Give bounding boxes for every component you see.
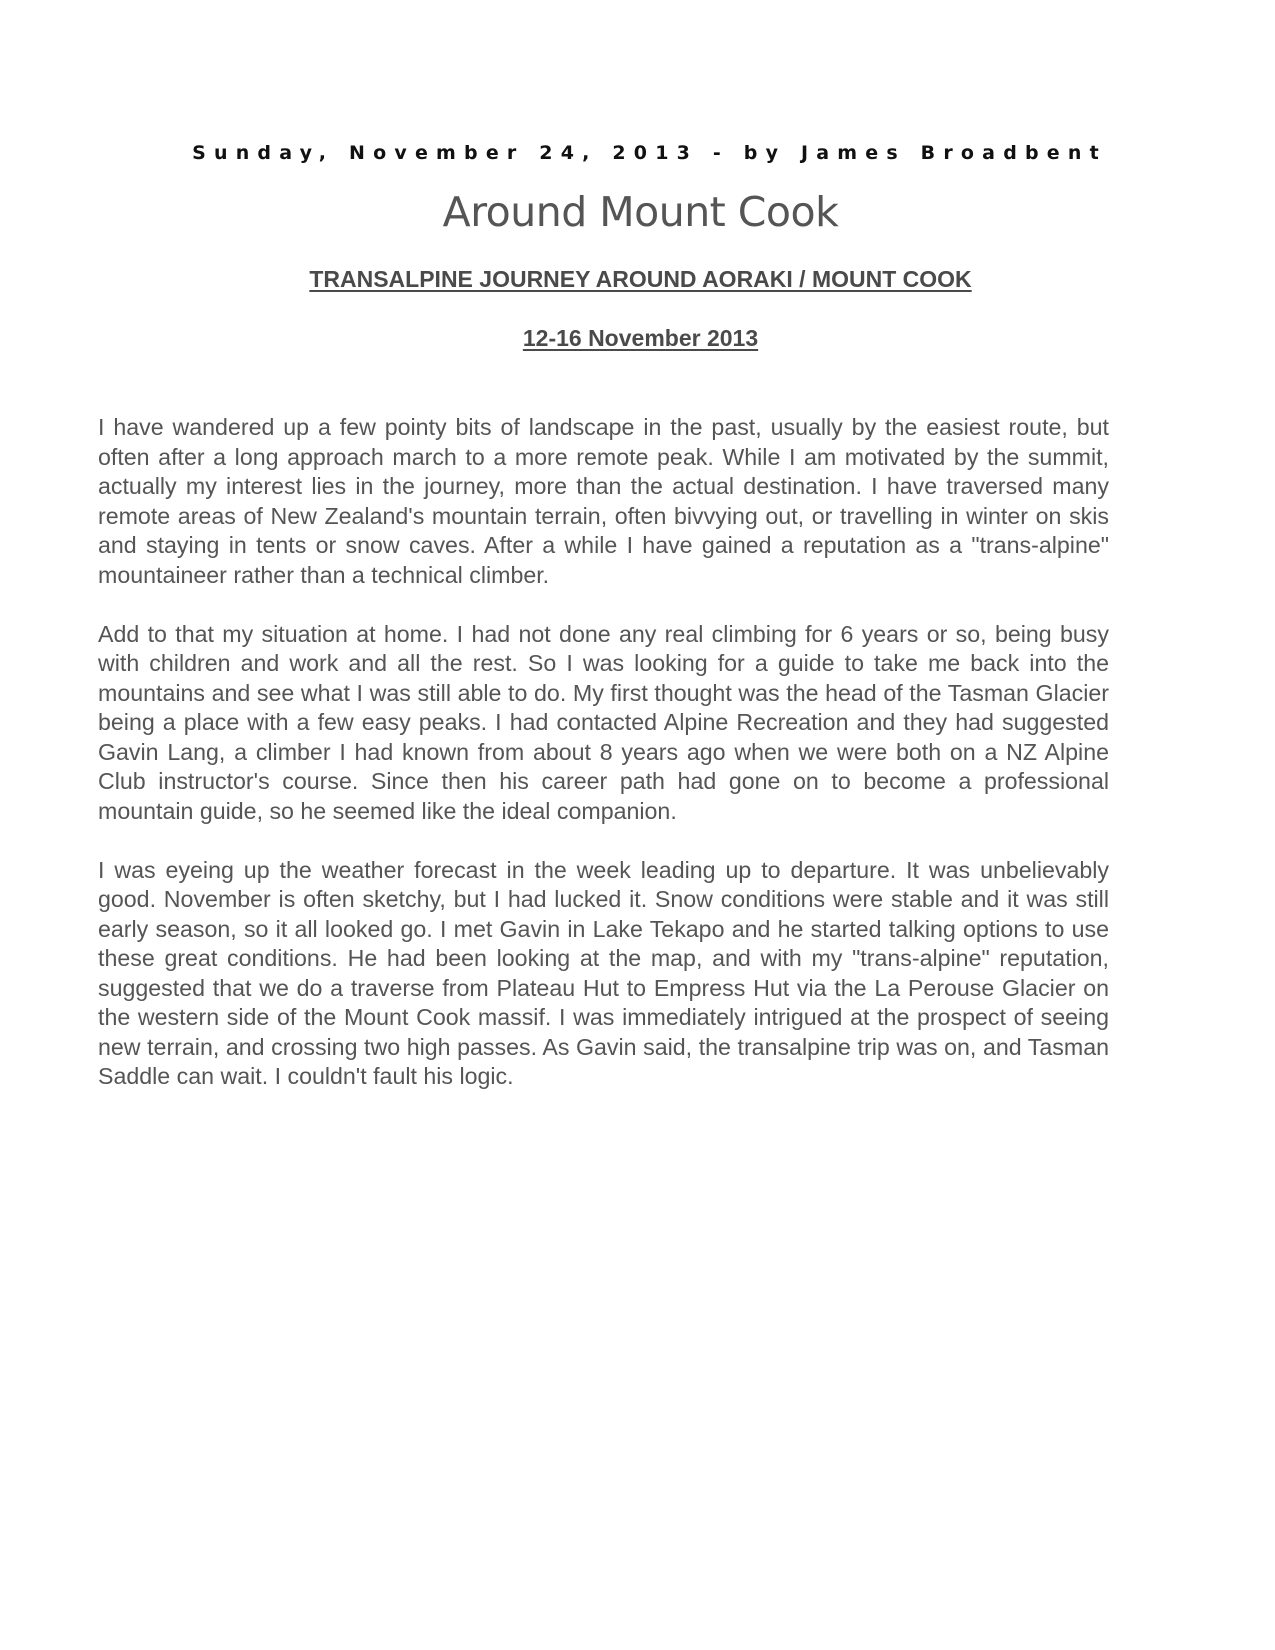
paragraph-1: I have wandered up a few pointy bits of landscape in the past, usually by the easiest route, but often after a long approach march to a more remote peak. While I am motivated by the summit, actually my interest lies in the journey, more than the actual destination. I have traversed many remote areas of New Zealand's mountain terrain, often bivvying out, or travelling in winter on skis and staying in tents or snow caves. After a while I have gained a reputation as a "trans-alpine" mountaineer rather than a technical climber. — [98, 414, 1109, 588]
date-range-text: 12-16 November 2013 — [522, 325, 759, 351]
page-title: Around Mount Cook — [442, 188, 839, 236]
paragraph-3: I was eyeing up the weather forecast in the week leading up to departure. It was unbelievably good. November is often sketchy, but I had lucked it. Snow conditions were stable and it was still early season, so it all looked go. I met Gavin in Lake Tekapo and he started talking options to use these great conditions. He had been looking at the map, and with my "trans-alpine" reputation, suggested that we do a traverse from Plateau Hut to Empress Hut via the La Perouse Glacier on the western side of the Mount Cook massif. I was immediately intrigued at the prospect of seeing new terrain, and crossing two high passes. As Gavin said, the transalpine trip was on, and Tasman Saddle can wait. I couldn't fault his logic. — [98, 856, 1109, 1089]
article-body — [98, 413, 1109, 1121]
paragraph-2: Add to that my situation at home. I had not done any real climbing for 6 years or so, being busy with children and work and all the rest. So I was looking for a guide to take me back into the mountains and see what I was still able to do. My first thought was the head of the Tasman Glacier being a place with a few easy peaks. I had contacted Alpine Recreation and they had suggested Gavin Lang, a climber I had known from about 8 years ago when we were both on a NZ Alpine Club instructor's course. Since then his career path had gone on to become a professional mountain guide, so he seemed like the ideal companion. — [98, 620, 1109, 824]
post-byline: Sunday, November 24, 2013 - by James Broadbent — [192, 142, 1107, 164]
date-range — [0, 325, 1275, 352]
subtitle — [0, 266, 1275, 293]
subtitle-text: TRANSALPINE JOURNEY AROUND AORAKI / MOUNT COOK — [309, 266, 972, 292]
